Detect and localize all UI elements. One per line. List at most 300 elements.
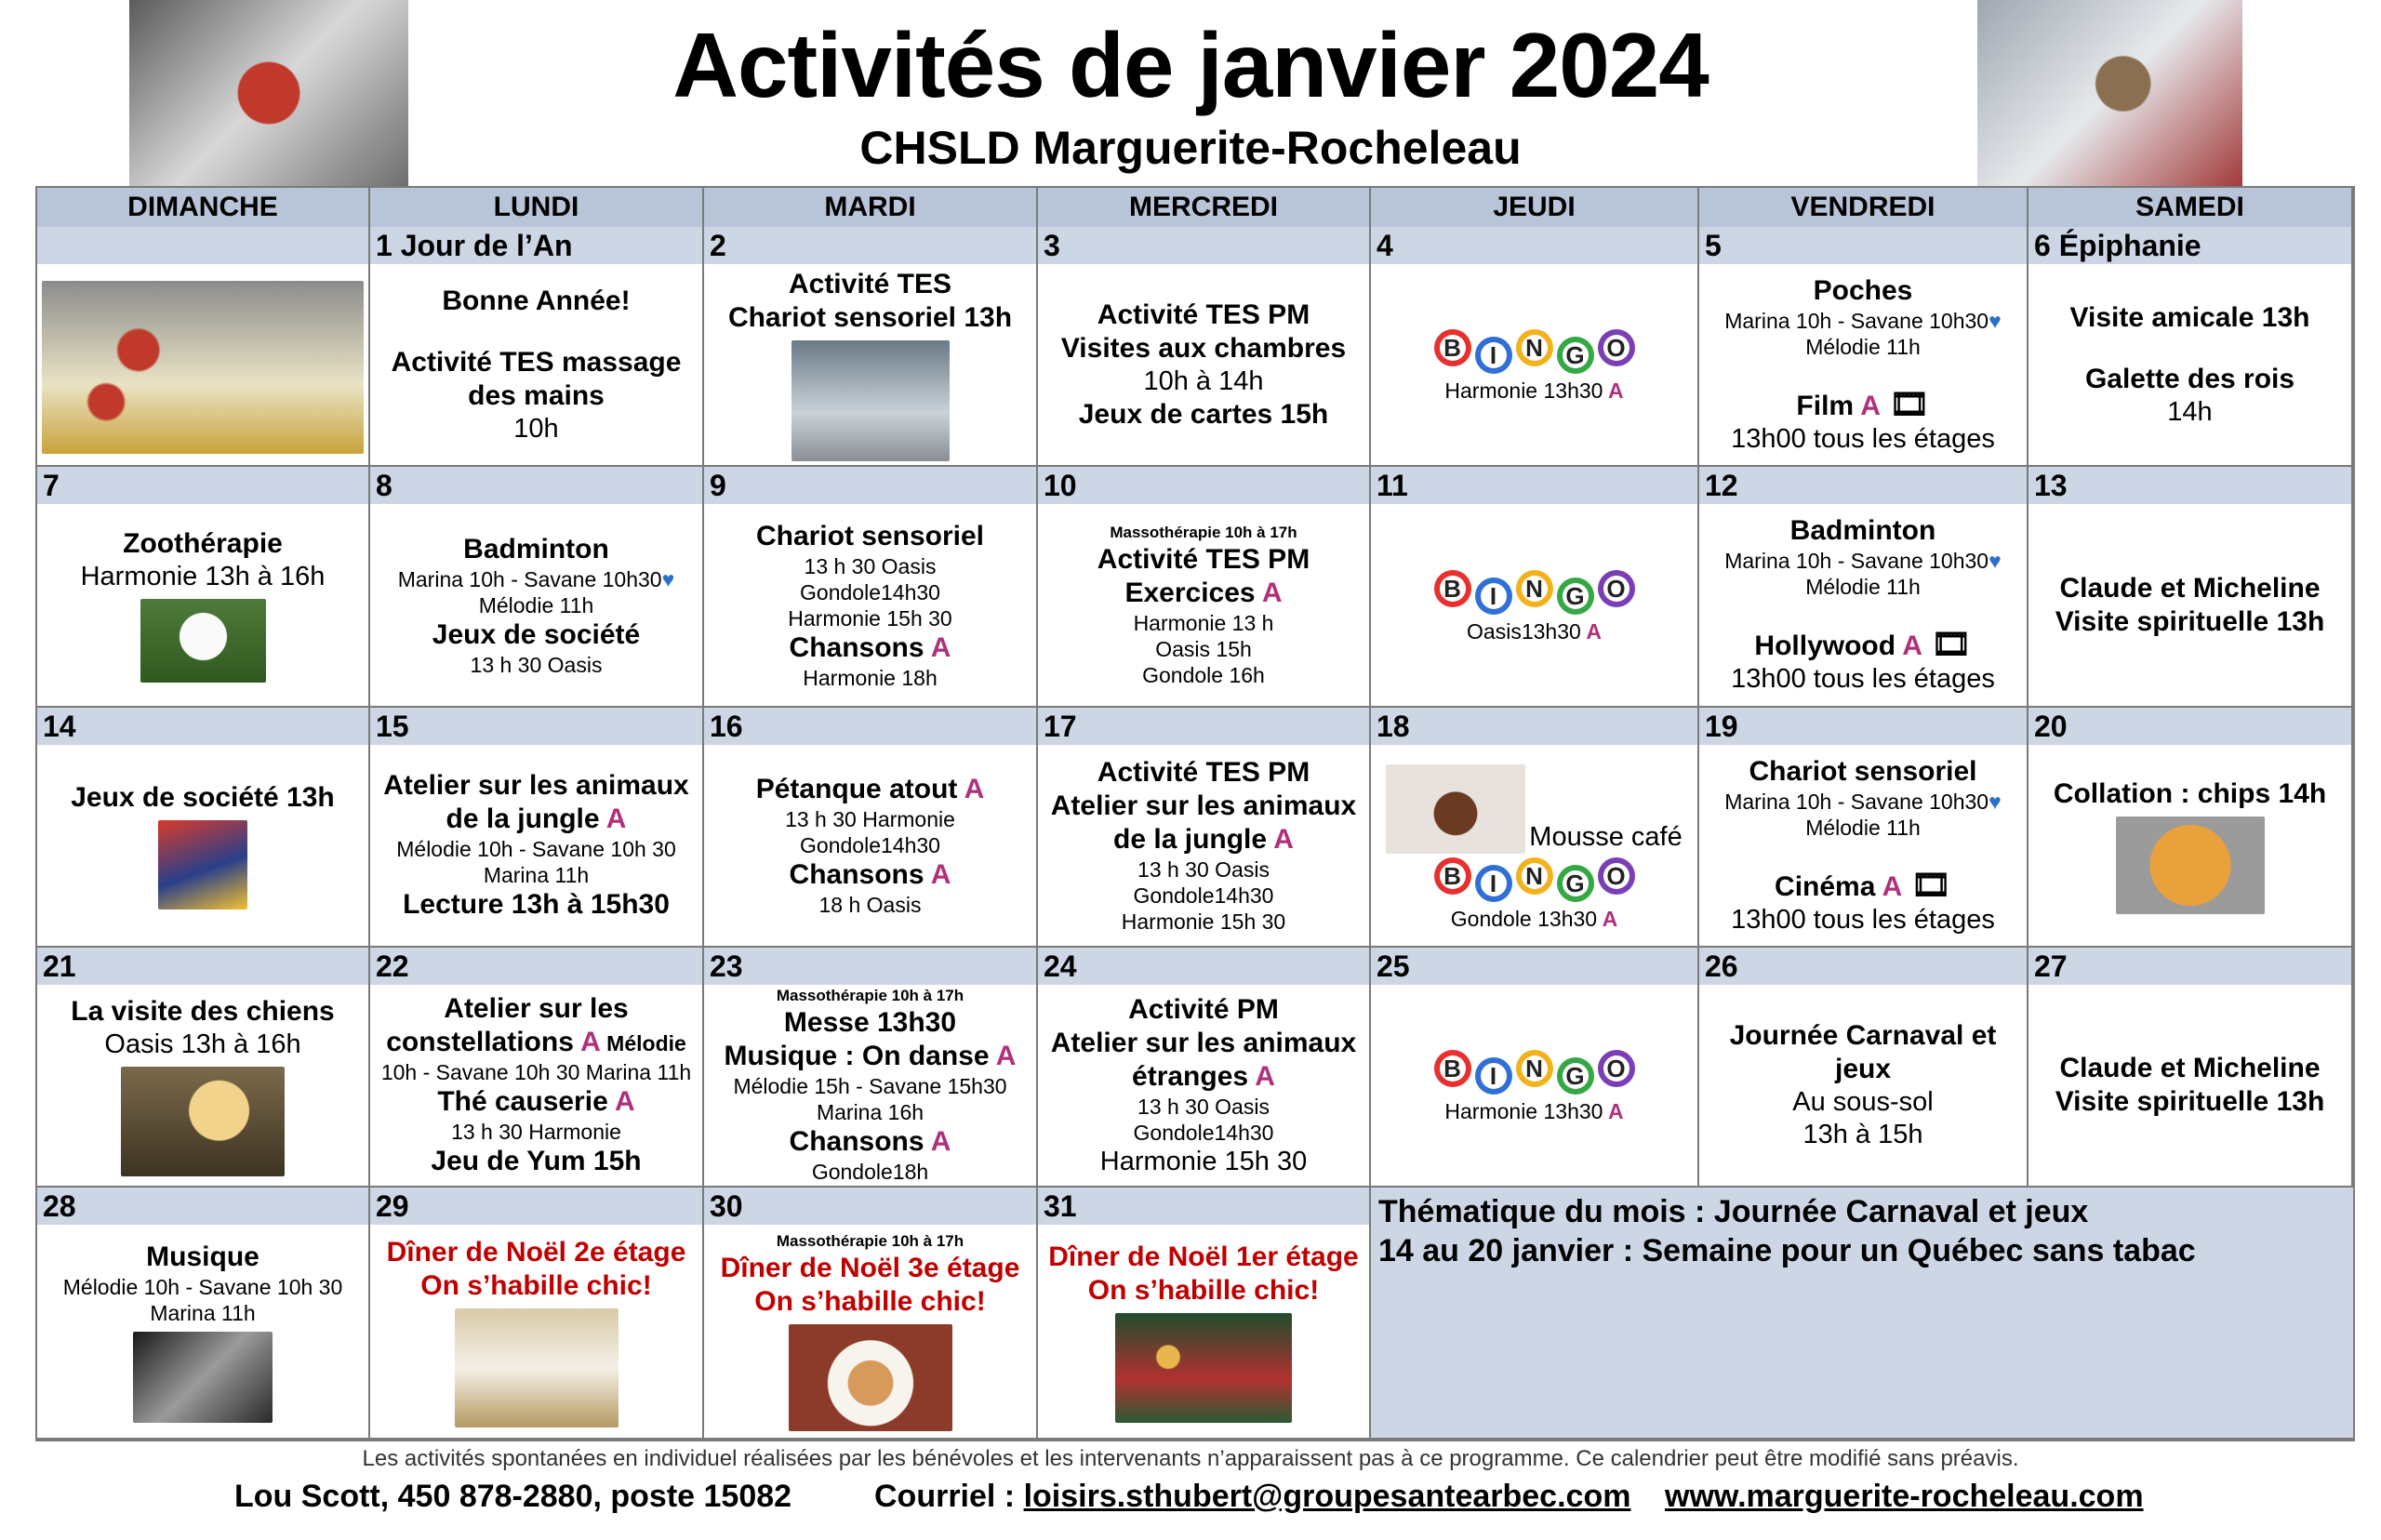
date-label: 16: [704, 708, 1036, 745]
activity-text: Activité TES PM: [1097, 299, 1310, 330]
activity-line: [1128, 993, 1279, 1027]
day-content: [370, 745, 702, 946]
bingo-ball-g: G: [1557, 865, 1594, 902]
activity-text: Visite spirituelle 13h: [2055, 605, 2325, 637]
activity-line: [1835, 1053, 1891, 1086]
day-cell: [704, 1188, 1038, 1440]
date-label: 10: [1038, 467, 1369, 504]
activity-text: Harmonie 18h: [803, 665, 938, 690]
activity-line: [1730, 1019, 1997, 1053]
activity-line: [1124, 577, 1282, 610]
day-cell: [37, 467, 370, 708]
day-cell: [1699, 948, 2029, 1188]
activity-text: Gondole14h30: [1133, 883, 1274, 908]
day-content: [370, 1225, 702, 1438]
activity-text: Oasis 13h à 16h: [104, 1029, 301, 1059]
bingo-ball-n: N: [1516, 1050, 1553, 1087]
activity-line: [2055, 1085, 2325, 1119]
accessibility-a-icon: A: [599, 803, 627, 834]
activity-text: Galette des rois: [2084, 363, 2295, 394]
activity-line: [1061, 332, 1346, 365]
sensory-cart-photo: [791, 340, 950, 461]
day-content: [1371, 745, 1697, 946]
activity-line: [1792, 1086, 1934, 1119]
activity-text: Marina 11h: [483, 863, 590, 887]
activity-line: [1724, 789, 2002, 815]
activity-line: [1088, 1274, 1319, 1308]
activity-line: [513, 413, 558, 445]
bingo-ball-n: N: [1516, 857, 1553, 895]
day-content: [2029, 745, 2351, 946]
activity-text: Gondole18h: [811, 1160, 929, 1184]
accessibility-a-icon: A: [957, 774, 985, 804]
monthly-theme-box: [1371, 1188, 2353, 1440]
table-setting-photo: [455, 1308, 619, 1427]
activity-text: 14h: [2167, 396, 2213, 427]
activity-text: On s’habille chic!: [420, 1269, 652, 1301]
date-label: 20: [2029, 708, 2351, 745]
activity-line: [479, 592, 594, 618]
day-content: [37, 1225, 368, 1438]
day-cell: [370, 227, 704, 467]
activity-line: [468, 379, 605, 413]
accessibility-a-icon: A: [924, 631, 951, 663]
day-content: [2029, 985, 2351, 1186]
activity-line: [432, 618, 640, 652]
activity-line: [1051, 790, 1356, 823]
activity-line: [446, 803, 627, 836]
date-label: 13: [2029, 467, 2351, 504]
activity-line: [790, 858, 951, 892]
activity-text: Activité PM: [1128, 993, 1279, 1025]
activity-text: On s’habille chic!: [754, 1286, 986, 1317]
accessibility-a-icon: A: [1267, 824, 1294, 855]
activity-text: Thé causerie: [437, 1086, 608, 1117]
day-content: [37, 264, 368, 465]
activity-text: Jeu de Yum 15h: [431, 1146, 642, 1176]
activity-line: [1079, 398, 1329, 431]
accessibility-a-icon: A: [1603, 378, 1624, 403]
date-label: 9: [704, 467, 1036, 504]
day-content: [37, 504, 368, 706]
activity-line: [1451, 906, 1617, 932]
activity-text: 13 h 30 Harmonie: [451, 1120, 621, 1144]
activity-line: [1796, 388, 1929, 423]
activity-line: [1790, 514, 1936, 548]
day-cell: [2029, 227, 2353, 467]
date-label: 5: [1699, 227, 2027, 264]
activity-line: [805, 553, 937, 579]
contact-phone: Lou Scott, 450 878-2880, poste 15082: [234, 1479, 792, 1514]
dinner-plate-photo: [789, 1324, 952, 1431]
activity-text: Mélodie 11h: [1805, 815, 1921, 840]
activity-line: [725, 1040, 1017, 1073]
activity-line: [817, 1099, 924, 1125]
activity-line: [123, 527, 283, 561]
activity-line: [1137, 1094, 1270, 1120]
activity-line: [381, 1059, 691, 1085]
day-content: [37, 745, 368, 946]
activity-text: Film: [1796, 390, 1855, 421]
activity-text: Chariot sensoriel 13h: [727, 302, 1013, 333]
day-cell: [704, 948, 1038, 1188]
activity-text: Activité TES PM: [1097, 757, 1310, 788]
activity-line: [1137, 856, 1270, 883]
activity-line: [1097, 756, 1310, 790]
day-content: [704, 985, 1036, 1186]
date-label: 26: [1699, 948, 2027, 985]
day-cell: [2029, 708, 2353, 948]
day-cell: [2029, 467, 2353, 708]
activity-text: Chariot sensoriel: [1749, 755, 1977, 787]
no-tobacco-week-line: 14 au 20 janvier : Semaine pour un Québec sans tabac: [1378, 1233, 2196, 1268]
image-caption: Mousse café: [1529, 822, 1683, 852]
activity-text: Claude et Micheline: [2059, 1053, 2321, 1083]
activity-text: 13h00 tous les étages: [1731, 904, 1995, 935]
day-cell: [1038, 1188, 1371, 1440]
day-content: [1699, 985, 2027, 1186]
activity-line: [1143, 365, 1263, 398]
weekday-header-mardi: MARDI: [704, 188, 1038, 227]
heart-icon: ♥: [1989, 549, 2002, 573]
activity-line: [396, 836, 676, 862]
activity-line: [1155, 636, 1252, 662]
activity-text: Poches: [1813, 274, 1913, 306]
date-label: 22: [370, 948, 702, 985]
film-reel-icon: 🎞: [1880, 386, 1930, 422]
activity-text: 13 h 30 Harmonie: [785, 807, 955, 831]
activity-line: [800, 579, 940, 605]
activity-line: [800, 832, 940, 858]
activity-text: Gondole14h30: [1133, 1120, 1274, 1145]
activity-line: [1113, 823, 1294, 856]
day-cell: [1371, 467, 1699, 708]
day-cell: [370, 1188, 704, 1440]
day-cell: [37, 948, 370, 1188]
board-game-photo: [158, 820, 247, 909]
activity-text: Jeux de société 13h: [71, 782, 335, 813]
activity-line: [442, 285, 630, 318]
date-label: 28: [37, 1188, 368, 1225]
activity-line: [437, 1085, 634, 1119]
bingo-ball-i: I: [1475, 1057, 1512, 1095]
activity-line: [81, 561, 326, 593]
activity-line: [756, 773, 985, 806]
activity-text: jeux: [1834, 1054, 1892, 1084]
activity-text: Visites aux chambres: [1060, 332, 1347, 364]
accessibility-a-icon: A: [1597, 907, 1618, 931]
day-cell: [37, 227, 370, 467]
weekday-header-vendredi: VENDREDI: [1699, 188, 2029, 227]
activity-text: 13h00 tous les étages: [1731, 423, 1995, 454]
accessibility-a-icon: A: [1854, 390, 1881, 421]
bingo-ball-b: B: [1434, 329, 1471, 366]
bingo-ball-o: O: [1598, 1050, 1635, 1087]
activity-line: [1775, 869, 1951, 904]
day-cell: [370, 948, 704, 1188]
activity-text: étranges: [1132, 1060, 1249, 1092]
activity-text: Gondole 16h: [1142, 662, 1265, 687]
activity-text-tail: Mélodie: [600, 1031, 686, 1055]
activity-line: [1444, 1098, 1623, 1124]
weekday-header-samedi: SAMEDI: [2029, 188, 2353, 227]
activity-line: [71, 995, 334, 1029]
day-content: [704, 264, 1036, 465]
activity-line: [790, 631, 951, 665]
activity-line: [463, 533, 609, 566]
accessibility-a-icon: A: [924, 1126, 951, 1157]
website-link[interactable]: www.marguerite-rocheleau.com: [1665, 1479, 2144, 1514]
activity-text: Harmonie 13h30: [1444, 1099, 1603, 1123]
footer-notice: Les activités spontanées en individuel réalisées par les bénévoles et les intervenants n’apparaissent pas à ce programme. Ce calendrier peut être modifié sans préavis.: [362, 1446, 2019, 1471]
activity-line: [790, 1125, 951, 1159]
activity-text: Chariot sensoriel: [755, 520, 985, 551]
day-content: [1038, 264, 1369, 465]
email-link[interactable]: loisirs.sthubert@groupesantearbec.com: [1023, 1479, 1631, 1514]
activity-line: [812, 1159, 928, 1185]
bingo-ball-i: I: [1475, 337, 1512, 374]
accessibility-a-icon: A: [1255, 577, 1283, 608]
activity-line: [146, 1241, 259, 1274]
chips-photo: [2116, 816, 2265, 914]
coffee-mousse-row: [1386, 759, 1682, 854]
weekday-header-dimanche: DIMANCHE: [37, 188, 370, 227]
activity-line: [1132, 1060, 1275, 1094]
date-label: 15: [370, 708, 702, 745]
activity-text: Dîner de Noël 3e étage: [720, 1253, 1020, 1283]
accessibility-a-icon: A: [1248, 1060, 1275, 1092]
activity-line: [777, 986, 964, 1006]
activity-line: [484, 862, 589, 888]
activity-text: Exercices: [1124, 577, 1256, 608]
activity-text: de la jungle: [1113, 824, 1268, 855]
calendar-grid: [35, 186, 2355, 1441]
day-cell: [1699, 467, 2029, 708]
activity-text: Marina 10h - Savane 10h30: [1724, 549, 1989, 573]
activity-line: [1749, 755, 1976, 789]
date-label: 27: [2029, 948, 2351, 985]
day-cell: [37, 1188, 370, 1440]
activity-line: [1805, 815, 1921, 841]
bingo-ball-o: O: [1598, 857, 1635, 895]
activity-text: Au sous-sol: [1792, 1087, 1934, 1117]
weekday-header-lundi: LUNDI: [370, 188, 704, 227]
day-content: [1699, 504, 2027, 706]
page-subtitle: CHSLD Marguerite-Rocheleau: [859, 122, 1522, 174]
activity-text: Activité TES: [788, 269, 952, 299]
bingo-logo: [1434, 329, 1635, 374]
activity-text: La visite des chiens: [71, 995, 335, 1027]
activity-line: [2059, 572, 2320, 605]
activity-text: Musique: [146, 1241, 259, 1272]
activity-line: [444, 992, 628, 1026]
activity-line: [788, 605, 951, 631]
day-content: [1699, 745, 2027, 946]
accessibility-a-icon: A: [1875, 870, 1903, 902]
email-label: Courriel :: [874, 1479, 1024, 1514]
activity-text: Jeux de société: [432, 618, 641, 650]
activity-text: Collation : chips 14h: [2053, 777, 2327, 809]
day-content: [704, 745, 1036, 946]
activity-line: [1724, 308, 2002, 334]
activity-line: [1097, 543, 1310, 577]
activity-text: 10h: [513, 413, 559, 444]
activity-line: [2085, 363, 2295, 396]
activity-line: [1134, 610, 1274, 636]
activity-line: [1051, 1027, 1356, 1060]
activity-text: Badminton: [463, 533, 609, 564]
bingo-ball-n: N: [1516, 570, 1553, 607]
weekday-header-row: [37, 188, 2353, 229]
coffee-mousse-photo: [1386, 764, 1525, 854]
activity-text: Massothérapie 10h à 17h: [776, 1232, 964, 1250]
activity-text: Journée Carnaval et: [1729, 1020, 1997, 1051]
bingo-ball-g: G: [1557, 578, 1594, 615]
date-label: 6 Épiphanie: [2029, 227, 2351, 264]
activity-text: Dîner de Noël 2e étage: [386, 1236, 686, 1268]
date-label: 7: [37, 467, 368, 504]
activity-text: Mélodie 10h - Savane 10h 30: [62, 1274, 343, 1299]
bingo-logo: [1434, 857, 1635, 902]
activity-line: [784, 1006, 956, 1040]
activity-line: [471, 652, 603, 678]
accessibility-a-icon: A: [607, 1086, 635, 1117]
day-content: [1038, 1225, 1369, 1438]
activity-text: Harmonie 15h 30: [788, 605, 952, 631]
day-content: [1038, 745, 1369, 946]
bingo-ball-o: O: [1598, 570, 1635, 607]
activity-line: [819, 892, 922, 918]
date-label: 8: [370, 467, 702, 504]
activity-text: Oasis13h30: [1467, 618, 1581, 644]
day-cell: [370, 467, 704, 708]
activity-text: Activité TES massage: [391, 346, 682, 378]
activity-text: 13 h 30 Oasis: [804, 553, 937, 578]
day-content: [1371, 504, 1697, 706]
activity-text: Chansons: [789, 631, 924, 663]
activity-line: [2054, 777, 2326, 811]
activity-text: des mains: [468, 379, 605, 411]
activity-text: Zoothérapie: [123, 528, 283, 559]
day-cell: [704, 708, 1038, 948]
activity-line: [785, 806, 955, 832]
activity-line: [420, 1269, 651, 1303]
bingo-logo: [1434, 1050, 1635, 1095]
activity-line: [1802, 1119, 1922, 1151]
activity-line: [71, 781, 334, 815]
activity-text: Mélodie 15h - Savane 15h30: [733, 1074, 1007, 1098]
bingo-ball-b: B: [1434, 1050, 1471, 1087]
date-label: 25: [1371, 948, 1697, 985]
date-label: 1 Jour de l’An: [370, 227, 702, 264]
day-content: [370, 504, 702, 706]
activity-text: 10h - Savane 10h 30 Marina 11h: [380, 1060, 692, 1084]
accessibility-a-icon: A: [1603, 1099, 1624, 1123]
date-label: 17: [1038, 708, 1369, 745]
accessibility-a-icon: A: [989, 1041, 1017, 1071]
day-content: [2029, 264, 2351, 465]
activity-line: [1754, 628, 1971, 663]
day-content: [704, 1225, 1036, 1438]
activity-text: Marina 11h: [150, 1300, 256, 1325]
film-reel-icon: 🎞: [1902, 867, 1951, 903]
activity-text: Chansons: [789, 1126, 924, 1157]
activity-line: [2055, 605, 2325, 639]
activity-line: [2070, 301, 2310, 335]
activity-text: Gondole14h30: [800, 833, 940, 857]
date-label: 30: [704, 1188, 1036, 1225]
activity-line: [1724, 548, 2002, 574]
weekday-header-jeudi: JEUDI: [1371, 188, 1699, 227]
activity-line: [1134, 883, 1274, 909]
day-content: [370, 264, 702, 465]
activity-text: Marina 16h: [816, 1100, 924, 1124]
champagne-photo: [42, 281, 364, 454]
activity-line: [387, 1236, 686, 1269]
activity-text: Jeux de cartes 15h: [1078, 398, 1329, 430]
activity-text: Massothérapie 10h à 17h: [776, 987, 964, 1004]
day-content: [2029, 504, 2351, 706]
activity-line: [2059, 1052, 2320, 1085]
activity-text: Mélodie 11h: [1805, 334, 1921, 359]
activity-line: [386, 1026, 686, 1059]
day-cell: [1699, 708, 2029, 948]
activity-line: [63, 1274, 343, 1300]
day-cell: [1699, 227, 2029, 467]
activity-text: Pétanque atout: [755, 774, 958, 804]
activity-line: [451, 1119, 621, 1145]
activity-text: Hollywood: [1754, 631, 1896, 661]
activity-text: 13 h 30 Oasis: [1137, 857, 1270, 882]
activity-text: Claude et Micheline: [2059, 572, 2321, 604]
activity-line: [392, 346, 682, 379]
activity-text: Harmonie 13h30: [1444, 378, 1603, 403]
activity-text: Massothérapie 10h à 17h: [1110, 523, 1297, 541]
activity-line: [728, 301, 1012, 335]
day-cell: [37, 708, 370, 948]
activity-text: Atelier sur les animaux: [383, 770, 689, 801]
activity-text: Oasis 15h: [1155, 636, 1252, 661]
date-label: 14: [37, 708, 368, 745]
activity-line: [1731, 904, 1995, 936]
day-cell: [1371, 227, 1699, 467]
activity-text: Harmonie 15h 30: [1099, 1146, 1308, 1176]
monthly-theme-line: Thématique du mois : Journée Carnaval et jeux: [1378, 1194, 2089, 1229]
day-content: [704, 504, 1036, 706]
date-label: 3: [1038, 227, 1369, 264]
activity-line: [1100, 1146, 1307, 1178]
email-row: [874, 1479, 1630, 1515]
activity-line: [777, 1231, 964, 1252]
day-cell: [370, 708, 704, 948]
activity-text: Atelier sur les: [444, 993, 629, 1024]
date-label: 11: [1371, 467, 1697, 504]
activity-line: [1805, 334, 1921, 360]
date-label: 4: [1371, 227, 1697, 264]
day-content: [37, 985, 368, 1186]
activity-line: [431, 1145, 641, 1178]
day-content: [1038, 504, 1369, 706]
activity-line: [1731, 663, 1995, 696]
day-cell: [704, 227, 1038, 467]
heart-icon: ♥: [1989, 308, 2002, 333]
activity-text: 13h à 15h: [1802, 1120, 1923, 1149]
bingo-ball-b: B: [1434, 857, 1471, 895]
activity-line: [104, 1029, 300, 1061]
date-label: 12: [1699, 467, 2027, 504]
activity-line: [1814, 274, 1913, 308]
date-label: 29: [370, 1188, 702, 1225]
